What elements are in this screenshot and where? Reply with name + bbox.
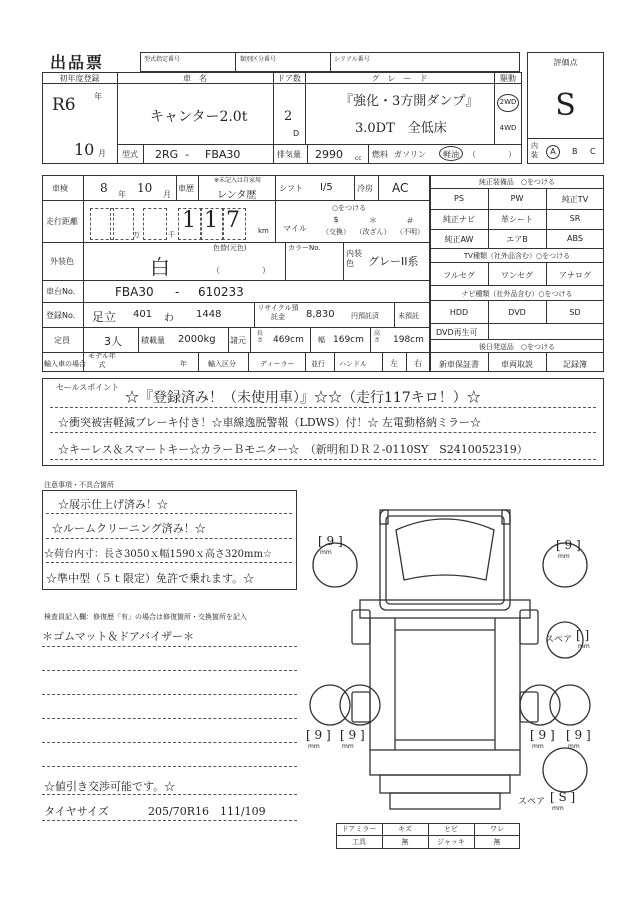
width-label: 幅 — [318, 336, 325, 344]
mileage-man-unit: 万 — [133, 231, 140, 239]
sales-line3: ☆キーレス＆スマートキー☆カラーＢモニター☆ （新明和ＤＲ２-0110SY S2410052319） — [58, 443, 528, 456]
chassis-dash: - — [175, 285, 180, 299]
length-value: 469cm — [273, 335, 304, 345]
inspection-label: 車検 — [52, 184, 68, 193]
chassis-model: FBA30 — [115, 285, 154, 299]
nav-title: ナビ種類（社外品含む）○をつける — [461, 290, 573, 298]
handle-right: 右 — [414, 359, 422, 368]
drive-2wd: 2WD — [499, 98, 517, 106]
load-value: 2000kg — [178, 334, 216, 345]
model-label: 型式 — [122, 150, 138, 159]
first-reg-month: 10 — [74, 140, 95, 159]
interior-b: B — [572, 147, 578, 156]
shift-label: シフト — [279, 184, 303, 193]
capacity-label: 定員 — [54, 336, 70, 345]
dims-label: 諸元 — [230, 336, 246, 345]
load-label: 積載量 — [141, 336, 165, 345]
later-item: 記録簿 — [563, 360, 587, 369]
page-title: 出品票 — [50, 53, 105, 72]
drive-4wd: 4WD — [499, 124, 517, 132]
import-label: 輸入車の場合 — [44, 360, 86, 368]
interior-c: C — [590, 147, 596, 156]
category-label: 類別区分番号 — [240, 56, 277, 63]
notes-line3: ☆荷台内寸：長さ3050ｘ幅1590ｘ高さ320mm☆ — [44, 549, 272, 560]
plate-class: 401 — [133, 309, 153, 320]
tire-unit: mm — [568, 743, 580, 750]
spare-label: スペア — [518, 797, 546, 807]
type-cert-label: 型式指定番号 — [144, 56, 181, 63]
tv-item: アナログ — [559, 271, 591, 280]
model-year-label: モデル年式 — [88, 352, 116, 369]
import-dealer: ディーラー — [260, 360, 295, 368]
equipment-item: 純正TV — [561, 195, 589, 204]
nav-item: HDD — [449, 308, 469, 317]
legend-label: 工具 — [352, 838, 366, 846]
color-value: 白 — [150, 255, 170, 279]
first-reg-era: R6 — [52, 95, 76, 115]
fuel-gasoline: ガソリン — [394, 150, 426, 159]
notes-line2: ☆ルームクリーニング済み！☆ — [52, 522, 206, 535]
plate-kana: わ — [164, 313, 174, 324]
vehicle-diagram — [300, 500, 600, 820]
notes-line1: ☆展示仕上げ済み！☆ — [58, 498, 168, 511]
inspector-line1: ＊ゴムマット＆ドアバイザー＊ — [42, 630, 195, 643]
tv-item: ワンセグ — [501, 271, 533, 280]
interior-color-value: グレーII系 — [368, 255, 419, 268]
spare-bottom: [ S ] — [550, 790, 576, 804]
history-note: ※未記入は自家用 — [214, 177, 262, 184]
first-reg-year-unit: 年 — [94, 92, 102, 101]
doors-label: ドア数 — [277, 74, 301, 83]
plate-number: 1448 — [196, 309, 222, 320]
ac-value: AC — [392, 181, 409, 195]
tire-unit: mm — [308, 743, 320, 750]
legend-header: キズ — [398, 825, 412, 833]
interior-label: 内装 — [531, 142, 538, 159]
recycle-unpaid: 未預託 — [398, 312, 419, 320]
sales-line2: ☆衝突被害軽減ブレーキ付き！☆車線逸脱警報（LDWS）付！☆ 左電動格納ミラー☆ — [58, 416, 482, 429]
model-prefix: 2RG — [155, 148, 179, 161]
nav-item: SD — [569, 308, 581, 317]
sales-line1: ☆『登録済み！（未使用車）』☆☆（走行117キロ！）☆ — [125, 390, 481, 406]
tv-title: TV種類（社外品含む）○をつける — [463, 252, 571, 260]
serial-label: シリアル番号 — [334, 56, 370, 63]
legend-label: ジャッキ — [437, 838, 465, 846]
mileage-sen-unit: 千 — [168, 231, 175, 239]
handle-label: ハンドル — [339, 360, 367, 368]
repaint-paren-open: （ — [212, 266, 220, 275]
mileage-opt3-sub: （不明） — [396, 228, 424, 236]
mileage-mile: マイル — [283, 224, 307, 233]
history-label: 車歴 — [178, 184, 194, 193]
recycle-value: 8,830 — [306, 309, 335, 320]
grade-label: グ レ ー ド — [371, 74, 428, 83]
chassis-label: 車台No. — [46, 287, 76, 296]
handle-left: 左 — [390, 359, 398, 368]
import-parallel: 並行 — [311, 360, 325, 368]
tire-rear-right-outer: [ 9 ] — [566, 728, 591, 742]
color-label: 外装色 — [50, 257, 74, 266]
repaint-label: 色替(元色) — [213, 244, 247, 252]
inspector-label: 検査員記入欄：修復歴「有」の場合は修復箇所・交換箇所を記入 — [44, 613, 247, 621]
grade-line2: 3.0DT 全低床 — [355, 121, 447, 136]
grade-line1: 『強化・3方開ダンプ』 — [340, 94, 479, 109]
shift-value: I/5 — [320, 182, 333, 193]
nav-item: DVD — [508, 308, 526, 317]
model-dash: - — [185, 148, 189, 161]
car-name: キャンター2.0t — [150, 109, 248, 125]
car-name-label: 車 名 — [183, 74, 207, 83]
equipment-item: SR — [569, 214, 581, 223]
rating-label: 評価点 — [553, 58, 578, 67]
tire-size-label: タイヤサイズ — [44, 805, 109, 818]
tire-front-left: [ 9 ] — [318, 534, 343, 548]
tire-unit: mm — [558, 553, 570, 560]
ac-label: 冷房 — [357, 184, 373, 193]
rating-value: S — [555, 88, 576, 123]
equipment-item: ABS — [567, 234, 583, 243]
tire-unit: mm — [532, 743, 544, 750]
equipment-item: 純正AW — [444, 235, 474, 244]
later-item: 車両取説 — [501, 360, 533, 369]
fuel-label: 燃料 — [372, 150, 388, 159]
tire-unit: mm — [552, 805, 564, 812]
mileage-options-label: ○をつける — [332, 204, 367, 212]
mileage-unit: km — [258, 227, 269, 235]
mileage-opt2-sub: （改ざん） — [355, 228, 391, 236]
mileage-label: 走行距離 — [46, 217, 78, 226]
tire-front-right: [ 9 ] — [556, 538, 581, 552]
recycle-unit: 円預託済 — [351, 312, 379, 320]
mileage-opt2: ＊ — [369, 216, 377, 225]
displacement-label: 排気量 — [277, 150, 301, 159]
doors-sub: D — [293, 129, 300, 138]
first-reg-label: 初年度登録 — [59, 74, 100, 83]
fuel-paren-close: ） — [508, 150, 516, 159]
notes-label: 注意事項・不具合箇所 — [44, 481, 114, 489]
mileage-digit: 1 — [182, 208, 196, 233]
later-title: 後日発送品 ○をつける — [478, 343, 556, 351]
height-value: 198cm — [393, 335, 424, 345]
equipment-item: 純正ナビ — [443, 215, 475, 224]
tire-rear-right-inner: [ 9 ] — [530, 728, 555, 742]
width-value: 169cm — [333, 335, 364, 345]
mileage-opt3: ＃ — [406, 216, 414, 225]
capacity-value: 3人 — [104, 335, 122, 348]
tire-rear-left-inner: [ 9 ] — [340, 728, 365, 742]
chassis-number: 610233 — [198, 285, 244, 299]
repaint-paren-close: ） — [262, 266, 270, 275]
mileage-digit: 7 — [226, 208, 240, 233]
plate-region: 足立 — [92, 310, 117, 324]
tire-unit: mm — [342, 743, 354, 750]
model-value: FBA30 — [205, 148, 241, 161]
inspector-line-last: ☆値引き交渉可能です。☆ — [44, 780, 176, 793]
fuel-diesel: 軽油 — [443, 150, 459, 159]
interior-a: A — [550, 147, 556, 156]
inspection-month-unit: 月 — [163, 190, 171, 199]
model-year-unit: 年 — [180, 360, 187, 368]
legend-label: 無 — [493, 838, 501, 846]
inspection-month: 10 — [137, 181, 153, 195]
later-item: 新車保証書 — [439, 360, 479, 369]
plate-label: 登録No. — [46, 311, 76, 320]
height-label: 高さ — [374, 330, 381, 344]
import-type-label: 輸入区分 — [208, 360, 236, 368]
tire-rear-left-outer: [ 9 ] — [306, 728, 331, 742]
equipment-item: PS — [454, 194, 464, 203]
equipment-title: 純正装備品 ○をつける — [478, 178, 556, 186]
inspection-year: 8 — [100, 181, 108, 195]
mileage-opt1: $ — [333, 215, 339, 224]
tire-size-value: 205/70R16 111/109 — [148, 805, 266, 818]
inspection-year-unit: 年 — [118, 190, 126, 199]
equipment-item: PW — [510, 194, 524, 203]
mileage-opt1-sub: （交換） — [322, 228, 350, 236]
interior-color-label: 内装色 — [346, 249, 362, 268]
tv-item: フルセグ — [443, 271, 475, 280]
history-value: レンタ歴 — [217, 190, 257, 201]
length-label: 長さ — [257, 330, 264, 344]
legend-header: ワレ — [490, 825, 504, 833]
displacement-unit: cc — [355, 155, 362, 162]
mileage-digit: 1 — [204, 208, 218, 233]
tire-unit: mm — [578, 643, 590, 650]
legend-label: 無 — [401, 838, 409, 846]
legend-header: ドアミラー — [341, 825, 377, 833]
color-no-label: カラーNo. — [288, 244, 321, 252]
legend-header: ヒビ — [444, 825, 458, 833]
tire-unit: mm — [320, 549, 332, 556]
displacement-value: 2990 — [315, 148, 343, 161]
equipment-item: エアB — [506, 235, 528, 244]
recycle-label: リサイクル預託金 — [257, 304, 299, 321]
doors-value: 2 — [284, 109, 293, 124]
dvd-label: DVD再生可 — [436, 328, 478, 337]
equipment-item: 革シート — [501, 215, 533, 224]
spare-top: [ ] — [576, 628, 590, 642]
sales-label: セールスポイント — [56, 383, 120, 392]
spare-label: スペア — [545, 635, 573, 645]
first-reg-month-unit: 月 — [98, 149, 106, 158]
notes-line4: ☆準中型（５ｔ限定）免許で乗れます。☆ — [46, 572, 255, 585]
fuel-paren-open: （ — [468, 150, 476, 159]
drive-label: 駆動 — [500, 74, 516, 83]
